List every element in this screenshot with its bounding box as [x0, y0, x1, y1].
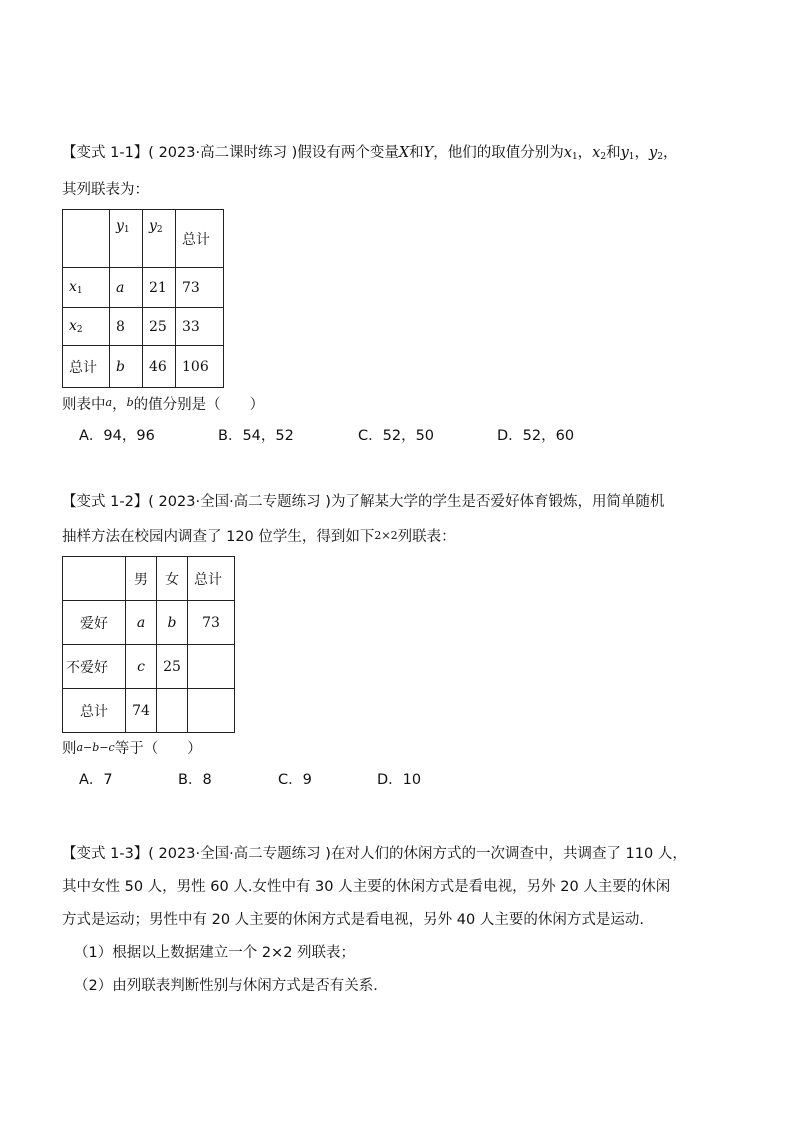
table-cell: 女	[157, 557, 188, 601]
text: 抽样方法在校园内调查了 120 位学生，得到如下	[62, 529, 375, 545]
option-d[interactable]: D．52，60	[497, 428, 575, 444]
table-cell: 25	[157, 645, 188, 689]
var-y2: y	[649, 145, 658, 161]
problem-3-line-1: 【变式 1-3】( 2023·全国·高二专题练习 )在对人们的休闲方式的一次调查中，共调查了 110 人，	[62, 846, 687, 862]
problem-2-line-1: 【变式 1-2】( 2023·全国·高二专题练习 )为了解某大学的学生是否爱好体育锻炼，用简单随机	[62, 494, 665, 510]
problem-3	[62, 838, 732, 1003]
problem-1-line-2: 其列联表为：	[62, 182, 149, 198]
text: ，	[662, 145, 678, 161]
table-cell: 46	[143, 346, 176, 388]
problem-2-question	[62, 733, 732, 764]
answer-options-1	[62, 420, 732, 452]
var-x2: x	[592, 145, 601, 161]
table-cell: 33	[176, 308, 224, 346]
option-a[interactable]: A．94，96	[79, 428, 155, 444]
problem-3-line-3: 方式是运动；男性中有 20 人主要的休闲方式是看电视，另外 40 人主要的休闲方式是运动.	[62, 912, 644, 928]
text: ，他们的取值分别为	[433, 145, 564, 161]
problem-1	[62, 137, 732, 452]
option-c[interactable]: C．52，50	[358, 428, 435, 444]
var-a: a	[105, 396, 113, 409]
problem-1-question	[62, 388, 732, 420]
text: 和	[409, 145, 424, 161]
table-cell: 8	[110, 308, 143, 346]
table-cell: 总计	[188, 557, 235, 601]
subscript: 2	[657, 152, 663, 162]
table-cell	[63, 557, 126, 601]
text: ，	[577, 145, 593, 161]
answer-options-2	[62, 764, 732, 796]
problem-tag: 【变式 1-1】	[62, 145, 149, 161]
text: 假设有两个变量	[297, 145, 399, 161]
table-cell: $x_1$	[63, 268, 110, 308]
text: ，	[112, 397, 127, 413]
table-cell	[63, 210, 110, 268]
var-b: b	[126, 396, 134, 409]
var-y1: y	[620, 145, 629, 161]
text: 等于（ ）	[114, 741, 202, 757]
problem-3-part-1: （1）根据以上数据建立一个 2×2 列联表；	[74, 945, 356, 961]
option-b[interactable]: B．54，52	[218, 428, 294, 444]
option-c[interactable]: C．9	[278, 772, 312, 788]
option-d[interactable]: D．10	[377, 772, 422, 788]
text: 的值分别是（ ）	[133, 397, 265, 413]
problem-3-line-2: 其中女性 50 人，男性 60 人.女性中有 30 人主要的休闲方式是看电视，另外 20 人主要的休闲	[62, 879, 671, 895]
math-expression: a−b−c	[76, 741, 115, 754]
table-cell: 73	[188, 601, 235, 645]
table-cell: 21	[143, 268, 176, 308]
table-cell: 总计	[63, 346, 110, 388]
table-row	[63, 645, 235, 689]
text: 则	[62, 741, 77, 757]
table-cell: $y_2$	[143, 210, 176, 268]
table-cell: $y_1$	[110, 210, 143, 268]
table-cell: 73	[176, 268, 224, 308]
problem-source: ( 2023·高二课时练习 )	[148, 145, 298, 161]
table-cell: a	[126, 601, 157, 645]
table-row	[63, 268, 224, 308]
contingency-table-2	[62, 556, 235, 733]
table-cell: b	[110, 346, 143, 388]
table-cell: 男	[126, 557, 157, 601]
table-cell: b	[157, 601, 188, 645]
table-cell: 25	[143, 308, 176, 346]
table-cell: c	[126, 645, 157, 689]
table-row	[63, 346, 224, 388]
problem-2	[62, 486, 732, 796]
table-cell	[188, 645, 235, 689]
table-cell: $x_2$	[63, 308, 110, 346]
table-row	[63, 308, 224, 346]
table-cell: 爱好	[63, 601, 126, 645]
table-row	[63, 557, 235, 601]
table-cell: 106	[176, 346, 224, 388]
table-cell: 总计	[63, 689, 126, 733]
table-cell	[157, 689, 188, 733]
var-y: Y	[423, 145, 434, 161]
table-cell	[188, 689, 235, 733]
option-a[interactable]: A．7	[79, 772, 113, 788]
math-2x2: 2×2	[374, 529, 398, 542]
text: 则表中	[62, 397, 106, 413]
table-cell: 不爱好	[63, 645, 126, 689]
subscript: 1	[628, 152, 635, 162]
contingency-table-1	[62, 209, 224, 388]
text: 和	[606, 145, 621, 161]
problem-3-part-2: （2）由列联表判断性别与休闲方式是否有关系.	[74, 978, 378, 994]
table-row	[63, 689, 235, 733]
var-x1: x	[563, 145, 572, 161]
subscript: 2	[600, 152, 607, 162]
var-x: X	[398, 145, 410, 161]
table-cell: 总计	[176, 210, 224, 268]
subscript: 1	[571, 152, 578, 162]
table-cell: 74	[126, 689, 157, 733]
problem-1-line-1	[62, 137, 732, 174]
table-row	[63, 601, 235, 645]
text: ，	[634, 145, 650, 161]
text: 列联表：	[397, 529, 456, 545]
table-cell: a	[110, 268, 143, 308]
option-b[interactable]: B．8	[178, 772, 212, 788]
problem-2-line-2	[62, 519, 732, 554]
table-row	[63, 210, 224, 268]
